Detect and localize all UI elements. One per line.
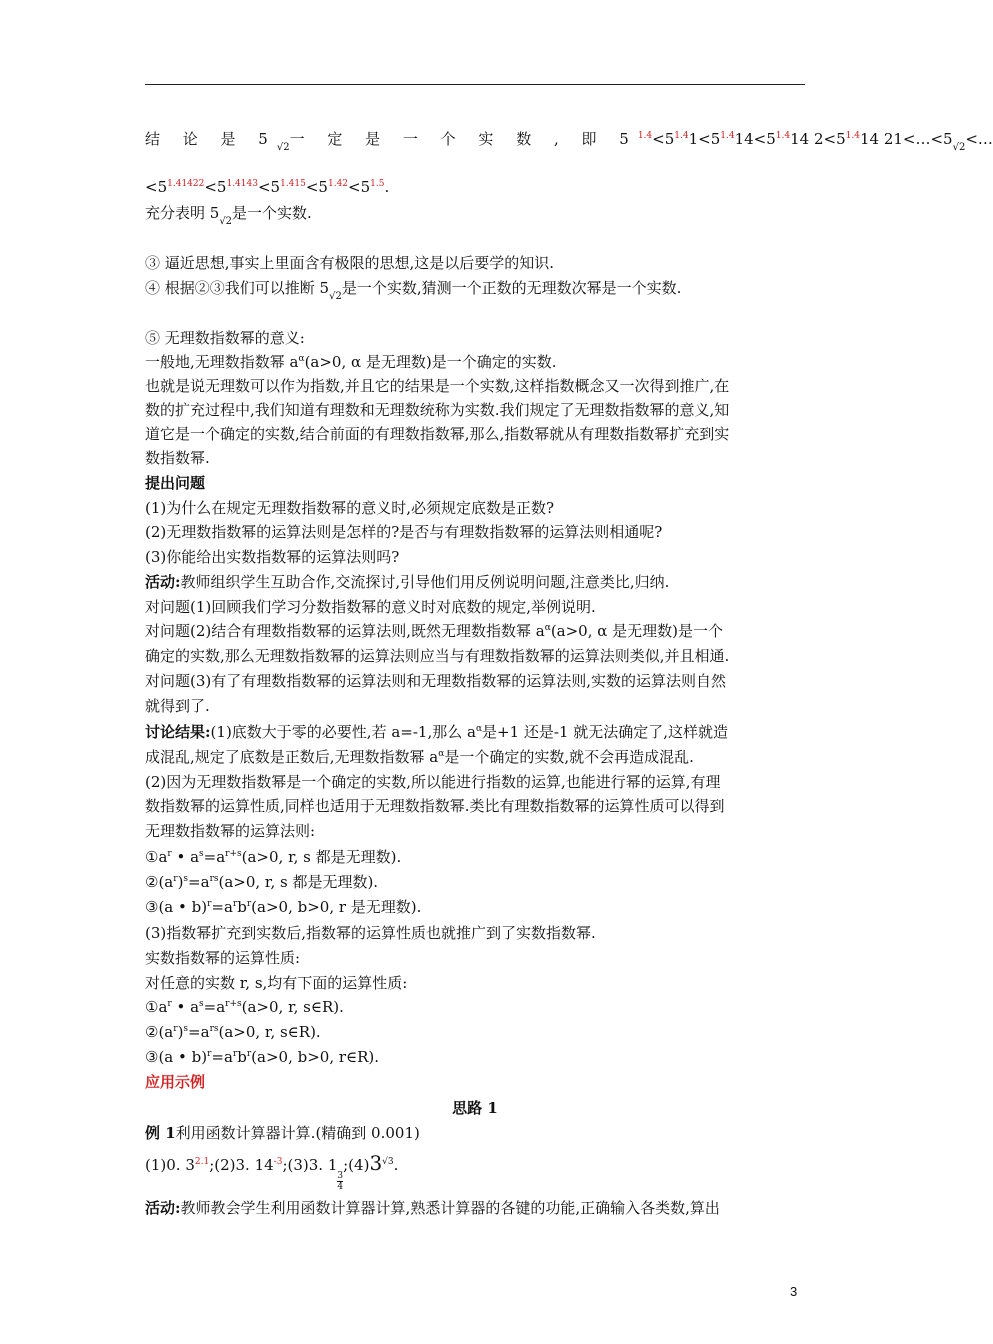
- text-line: ⑤ 无理数指数幂的意义:: [145, 329, 305, 347]
- formula-4: $①a^r$ • $a^s=a^{r+s}(a>0$, r, s∈R).: [145, 998, 344, 1016]
- example-items: (1)0. $3^{2.1};(2)3$. $14^{-3};(3)3$. 1 $\frac{3}{4}$ $;(4)3^{√3}$.: [145, 1151, 399, 1192]
- text-line: 也就是说无理数可以作为指数,并且它的结果是一个实数,这样指数概念又一次得到推广,在: [145, 377, 730, 395]
- chain-line: $<5^{1.41422}<5^{1.4143}<5^{1.415}<5^{1.42}<5^{1.5}$.: [145, 178, 390, 196]
- text-line: (3)指数幂扩充到实数后,指数幂的运算性质也就推广到了实数指数幂.: [145, 924, 596, 942]
- text-line: 对任意的实数 r, s,均有下面的运算性质:: [145, 974, 408, 992]
- question-1: (1)为什么在规定无理数指数幂的意义时,必须规定底数是正数?: [145, 499, 555, 517]
- text-line: (2)因为无理数指数幂是一个确定的实数,所以能进行指数的运算,也能进行幂的运算,有理: [145, 773, 721, 791]
- text-line: 一般地,无理数指数幂 $a^\alpha(a>0$, α 是无理数)是一个确定的实数.: [145, 353, 557, 371]
- formula-1: $①a^r$ • $a^s=a^{r+s}(a>0$, r, s 都是无理数).: [145, 848, 402, 866]
- conclusion-line: 结 论 是 5√2一 定 是 一 个 实 数 , 即 $5^{1.4}<5^{1.4}1<5^{1.4}14<5^{1.4}14$ $2<5^{1.4}14$ 21<…<5√2<…: [145, 130, 993, 153]
- text-line: 数的扩充过程中,我们知道有理数和无理数统称为实数.我们规定了无理数指数幂的意义,知: [145, 401, 730, 419]
- section-heading-red: 应用示例: [145, 1073, 206, 1091]
- formula-3: ③(a • $b)^r=a^rb^r(a>0$, b>0, r 是无理数).: [145, 898, 422, 916]
- subheading: 思路 1: [452, 1099, 498, 1117]
- text-line: 实数指数幂的运算性质:: [145, 949, 301, 967]
- text-line: 成混乱,规定了底数是正数后,无理数指数幂 $a^\alpha$是一个确定的实数,就不会再造成混乱.: [145, 748, 694, 766]
- activity-line-2: 活动:教师教会学生利用函数计算器计算,熟悉计算器的各键的功能,正确输入各类数,算出: [145, 1199, 720, 1217]
- header-rule: [145, 84, 805, 85]
- text-line: 就得到了.: [145, 697, 210, 715]
- activity-line: 活动:教师组织学生互助合作,交流探讨,引导他们用反例说明问题,注意类比,归纳.: [145, 573, 670, 591]
- question-3: (3)你能给出实数指数幂的运算法则吗?: [145, 548, 400, 566]
- page-number: 3: [790, 1284, 798, 1299]
- example-line: 例 1利用函数计算器计算.(精确到 0.001): [145, 1124, 420, 1142]
- text-line: 无理数指数幂的运算法则:: [145, 822, 316, 840]
- section-heading: 提出问题: [145, 474, 206, 492]
- text-line: ④ 根据②③我们可以推断 5√2是一个实数,猜测一个正数的无理数次幂是一个实数.: [145, 279, 682, 302]
- text-line: ③ 逼近思想,事实上里面含有极限的思想,这是以后要学的知识.: [145, 254, 555, 272]
- question-2: (2)无理数指数幂的运算法则是怎样的?是否与有理数指数幂的运算法则相通呢?: [145, 523, 663, 541]
- text-line: 数指数幂.: [145, 449, 210, 467]
- text-line: 对问题(2)结合有理数指数幂的运算法则,既然无理数指数幂 $a^\alpha(a>0$, α 是无理数)是一个: [145, 622, 724, 640]
- formula-2: $②(a^r)^s=a^{rs}(a>0$, r, s 都是无理数).: [145, 873, 379, 891]
- text-line: 道它是一个确定的实数,结合前面的有理数指数幂,那么,指数幂就从有理数指数幂扩充到实: [145, 425, 730, 443]
- formula-6: ③(a • $b)^r=a^rb^r(a>0$, b>0, r∈R).: [145, 1048, 380, 1066]
- text-line: 对问题(3)有了有理数指数幂的运算法则和无理数指数幂的运算法则,实数的运算法则自然: [145, 672, 727, 690]
- result-line: 讨论结果:(1)底数大于零的必要性,若 a=-1,那么 $a^\alpha$是+1 还是-1 就无法确定了,这样就造: [145, 723, 729, 741]
- text-line: 确定的实数,那么无理数指数幂的运算法则应当与有理数指数幂的运算法则类似,并且相通.: [145, 647, 730, 665]
- formula-5: $②(a^r)^s=a^{rs}(a>0$, r, s∈R).: [145, 1023, 321, 1041]
- text-line: 对问题(1)回顾我们学习分数指数幂的意义时对底数的规定,举例说明.: [145, 598, 596, 616]
- text-line: 数指数幂的运算性质,同样也适用于无理数指数幂.类比有理数指数幂的运算性质可以得到: [145, 797, 725, 815]
- text-line: 充分表明 5√2是一个实数.: [145, 204, 312, 227]
